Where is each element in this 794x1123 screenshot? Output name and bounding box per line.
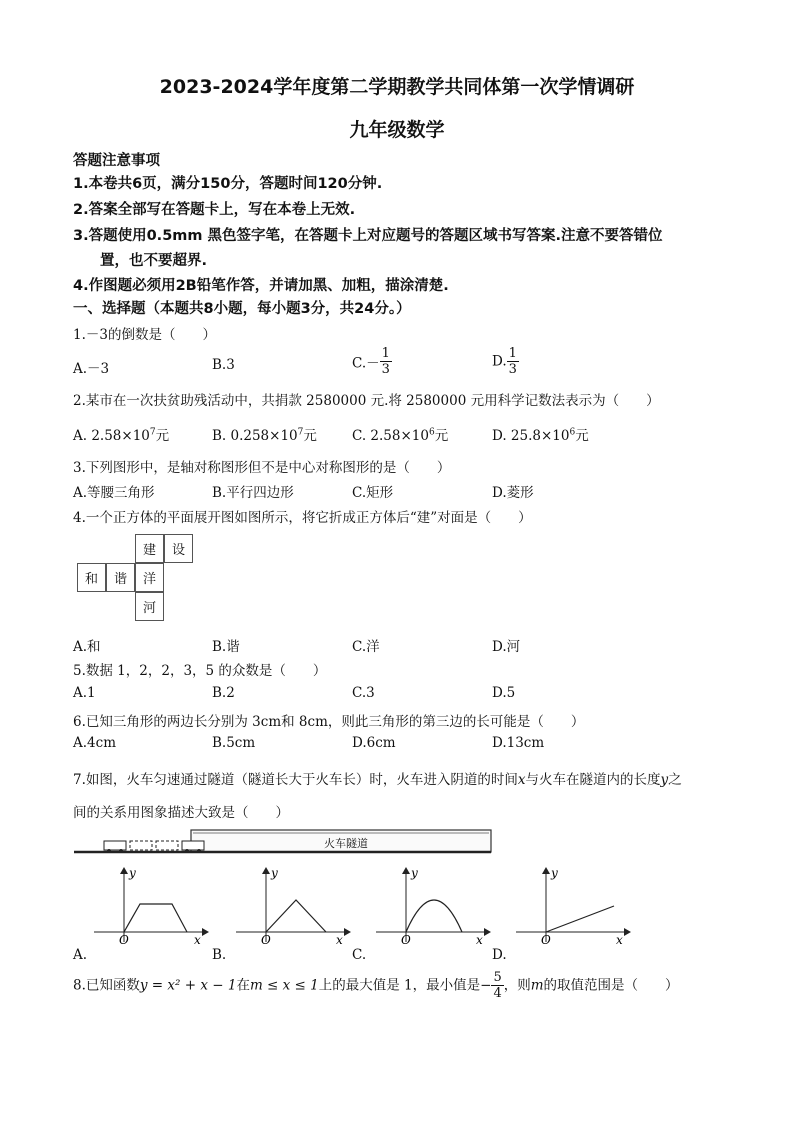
q1-option-b: B.3 xyxy=(212,357,235,373)
graph-option-b xyxy=(226,862,356,947)
tunnel-label: 火车隧道 xyxy=(324,837,368,850)
question-3-stem: 3.下列图形中，是轴对称图形但不是中心对称图形的是（ ） xyxy=(73,460,451,476)
q4-option-a: A.和 xyxy=(73,639,101,655)
note-2: 2.答案全部写在答题卡上，写在本卷上无效. xyxy=(73,202,356,218)
cube-net-cell: 建 xyxy=(135,534,164,563)
cube-net-cell: 洋 xyxy=(135,563,164,592)
svg-text:x: x xyxy=(194,933,201,947)
q6-option-a: A.4cm xyxy=(73,735,116,751)
question-4-stem: 4.一个正方体的平面展开图如图所示，将它折成正方体后“建”对面是（ ） xyxy=(73,510,532,526)
q3-option-b: B.平行四边形 xyxy=(212,485,294,501)
q6-option-c: D.6cm xyxy=(352,735,396,751)
svg-text:x: x xyxy=(616,933,623,947)
q1-option-c: C.－ $\frac{1}{3}$ xyxy=(352,346,390,377)
q7-option-b: B. xyxy=(212,947,227,963)
q7-option-a: A. xyxy=(73,947,88,963)
q3-option-d: D.菱形 xyxy=(492,485,534,501)
q1-option-a: A.－3 xyxy=(73,361,110,377)
graph-option-c xyxy=(366,862,496,947)
question-5-stem: 5.数据 1，2，2，3，5 的众数是（ ） xyxy=(73,663,327,679)
q3-option-c: C.矩形 xyxy=(352,485,394,501)
train-tunnel-figure xyxy=(74,826,494,860)
q3-option-a: A.等腰三角形 xyxy=(73,485,155,501)
q5-option-c: C.3 xyxy=(352,685,375,701)
graph-option-a xyxy=(84,862,214,947)
question-6-stem: 6.已知三角形的两边长分别为 3cm和 8cm，则此三角形的第三边的长可能是（ ） xyxy=(73,714,585,730)
q1-option-d: D. $\frac{1}{3}$ xyxy=(492,346,517,377)
svg-text:O: O xyxy=(261,933,271,947)
section-1-heading: 一、选择题（本题共8小题，每小题3分，共24分。） xyxy=(73,301,411,317)
q2-option-b: B. $0.258\times 10^7$元 xyxy=(212,427,317,444)
note-4: 4.作图题必须用2B铅笔作答，并请加黑、加粗，描涂清楚. xyxy=(73,278,449,294)
svg-text:x: x xyxy=(336,933,343,947)
q5-option-b: B.2 xyxy=(212,685,235,701)
q4-option-d: D.河 xyxy=(492,639,521,655)
page-title: 2023-2024学年度第二学期教学共同体第一次学情调研 xyxy=(159,76,635,98)
question-7-stem-cont: 间的关系用图象描述大致是（ ） xyxy=(73,805,289,821)
question-1-stem: 1.－3的倒数是（ ） xyxy=(73,327,216,343)
page-subtitle: 九年级数学 xyxy=(349,119,445,141)
question-2-stem: 2.某市在一次扶贫助残活动中，共捐款 2580000 元.将 2580000 元用科学记数法表示为（ ） xyxy=(73,393,660,409)
q7-option-d: D. xyxy=(492,947,507,963)
note-1: 1.本卷共6页，满分150分，答题时间120分钟. xyxy=(73,176,383,192)
svg-text:y: y xyxy=(129,866,136,880)
svg-text:y: y xyxy=(271,866,278,880)
cube-net-cell: 和 xyxy=(77,563,106,592)
graph-option-d xyxy=(506,862,636,947)
cube-net-cell: 谐 xyxy=(106,563,135,592)
svg-text:x: x xyxy=(476,933,483,947)
svg-text:O: O xyxy=(541,933,551,947)
q2-option-c: C. $2.58\times 10^6$元 xyxy=(352,427,449,444)
svg-text:O: O xyxy=(119,933,129,947)
q7-option-c: C. xyxy=(352,947,367,963)
svg-text:y: y xyxy=(551,866,558,880)
q2-option-a: A. $2.58\times 10^7$元 xyxy=(73,427,170,444)
q5-option-d: D.5 xyxy=(492,685,516,701)
q5-option-a: A.1 xyxy=(73,685,96,701)
svg-text:y: y xyxy=(411,866,418,880)
q6-option-d: D.13cm xyxy=(492,735,545,751)
q2-option-d: D. $25.8\times 10^6$元 xyxy=(492,427,589,444)
note-3: 3.答题使用0.5mm 黑色签字笔，在答题卡上对应题号的答题区域书写答案.注意不要答错位 xyxy=(73,228,663,244)
question-8-stem: 8.已知函数y = x² + x − 1在m ≤ x ≤ 1上的最大值是 1，最小值是− $\frac{5}{4}$ ，则m的取值范围是（ ） xyxy=(73,970,679,1001)
q4-option-b: B.谐 xyxy=(212,639,240,655)
svg-text:O: O xyxy=(401,933,411,947)
note-3-cont: 置，也不要超界. xyxy=(100,253,208,269)
notes-header: 答题注意事项 xyxy=(73,153,160,169)
q6-option-b: B.5cm xyxy=(212,735,256,751)
cube-net-cell: 河 xyxy=(135,592,164,621)
q4-option-c: C.洋 xyxy=(352,639,380,655)
cube-net-cell: 设 xyxy=(164,534,193,563)
question-7-stem: 7.如图，火车匀速通过隧道（隧道长大于火车长）时，火车进入阴道的时间x与火车在隧道内的长度y之 xyxy=(73,772,682,788)
